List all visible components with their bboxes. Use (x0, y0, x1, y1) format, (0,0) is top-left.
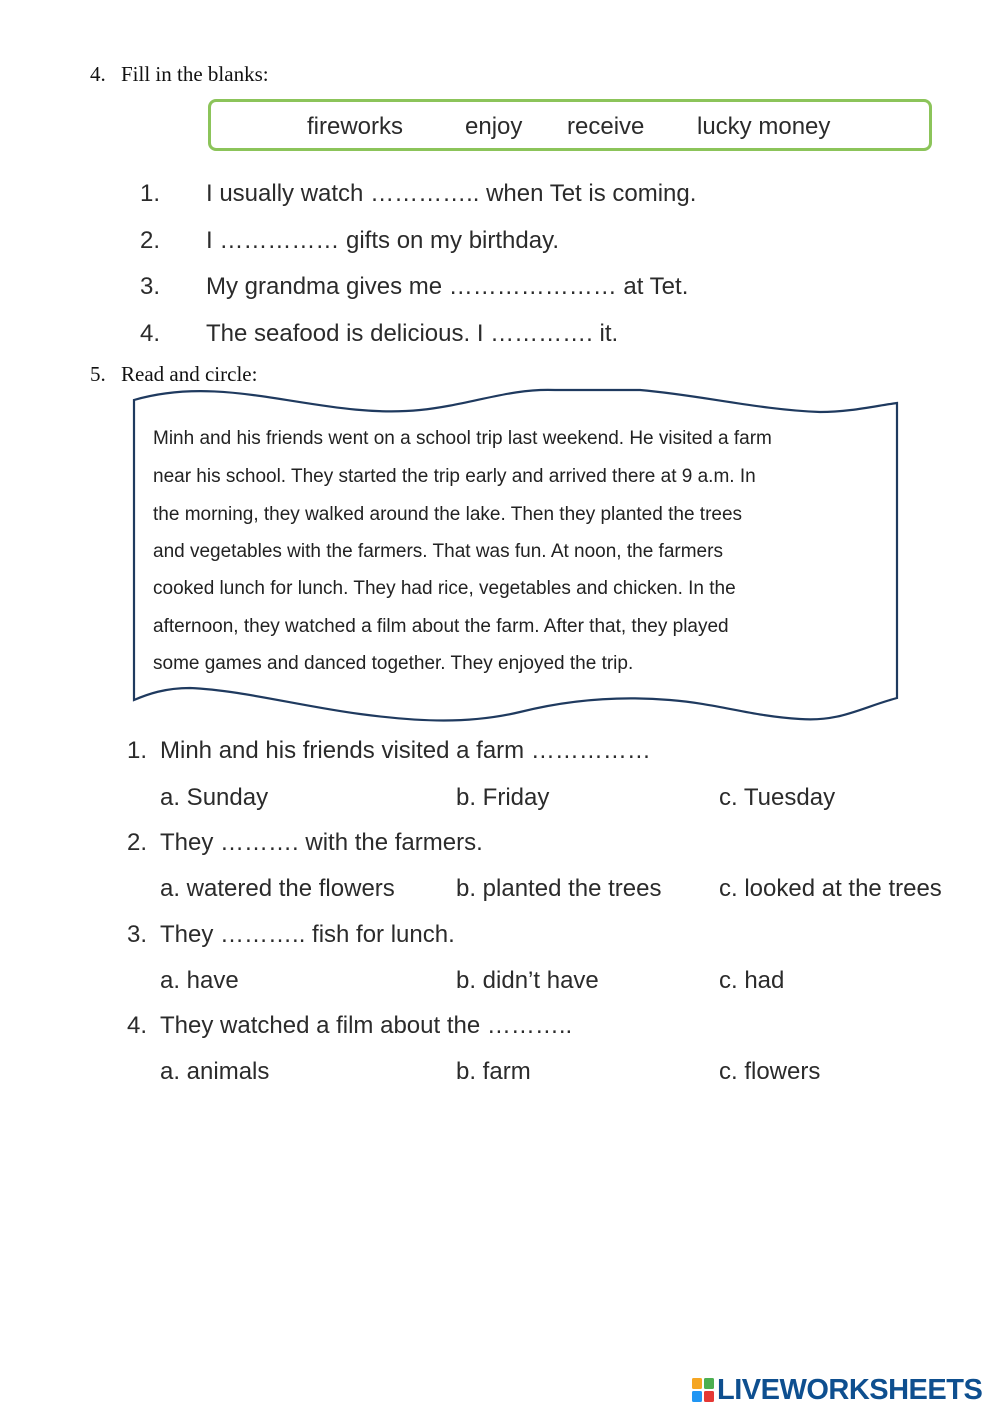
section-title: Fill in the blanks: (121, 62, 269, 86)
answer-option[interactable]: b. farm (456, 1058, 531, 1085)
question-text: Minh and his friends visited a farm …………… (160, 737, 651, 764)
item-number: 4. (140, 320, 161, 347)
passage-line: cooked lunch for lunch. They had rice, vegetables and chicken. In the (153, 578, 736, 599)
answer-option[interactable]: c. had (719, 967, 785, 994)
word-bank-item: fireworks (307, 113, 404, 140)
item-number: 2. (140, 227, 161, 254)
question-text: They ………. with the farmers. (160, 829, 483, 856)
question-text: They ……….. fish for lunch. (160, 921, 455, 948)
question-number: 2. (127, 829, 148, 856)
passage-line: some games and danced together. They enjoyed the trip. (153, 653, 634, 674)
question-text: They watched a film about the ……….. (160, 1012, 573, 1039)
logo-text: LIVEWORKSHEETS (717, 1373, 983, 1406)
word-bank-item: receive (567, 113, 645, 140)
answer-option[interactable]: a. watered the flowers (160, 875, 395, 902)
answer-option[interactable]: c. flowers (719, 1058, 821, 1085)
logo-blocks-icon (692, 1377, 714, 1403)
answer-option[interactable]: b. planted the trees (456, 875, 662, 902)
item-number: 3. (140, 273, 161, 300)
item-sentence: My grandma gives me ………………… at Tet. (206, 273, 689, 300)
item-sentence: I usually watch ………….. when Tet is coming. (206, 180, 697, 207)
word-bank-item: lucky money (697, 113, 831, 140)
answer-option[interactable]: a. Sunday (160, 784, 269, 811)
question-number: 4. (127, 1012, 148, 1039)
word-bank-item: enjoy (465, 113, 523, 140)
answer-option[interactable]: c. Tuesday (719, 784, 836, 811)
section-number: 5. (90, 362, 106, 386)
item-sentence: I …………… gifts on my birthday. (206, 227, 559, 254)
passage-line: the morning, they walked around the lake. Then they planted the trees (153, 504, 743, 525)
question-number: 3. (127, 921, 148, 948)
answer-option[interactable]: a. have (160, 967, 239, 994)
passage-line: and vegetables with the farmers. That was fun. At noon, the farmers (153, 541, 723, 562)
section-title: Read and circle: (121, 362, 258, 386)
answer-option[interactable]: b. Friday (456, 784, 550, 811)
answer-option[interactable]: c. looked at the trees (719, 875, 942, 902)
question-number: 1. (127, 737, 148, 764)
passage-line: Minh and his friends went on a school trip last weekend. He visited a farm (153, 428, 772, 449)
section-number: 4. (90, 62, 106, 86)
answer-option[interactable]: a. animals (160, 1058, 270, 1085)
item-number: 1. (140, 180, 161, 207)
liveworksheets-logo (692, 1375, 982, 1405)
item-sentence: The seafood is delicious. I …………. it. (206, 320, 619, 347)
passage-line: afternoon, they watched a film about the farm. After that, they played (153, 616, 729, 637)
answer-option[interactable]: b. didn’t have (456, 967, 599, 994)
passage-line: near his school. They started the trip early and arrived there at 9 a.m. In (153, 466, 756, 487)
